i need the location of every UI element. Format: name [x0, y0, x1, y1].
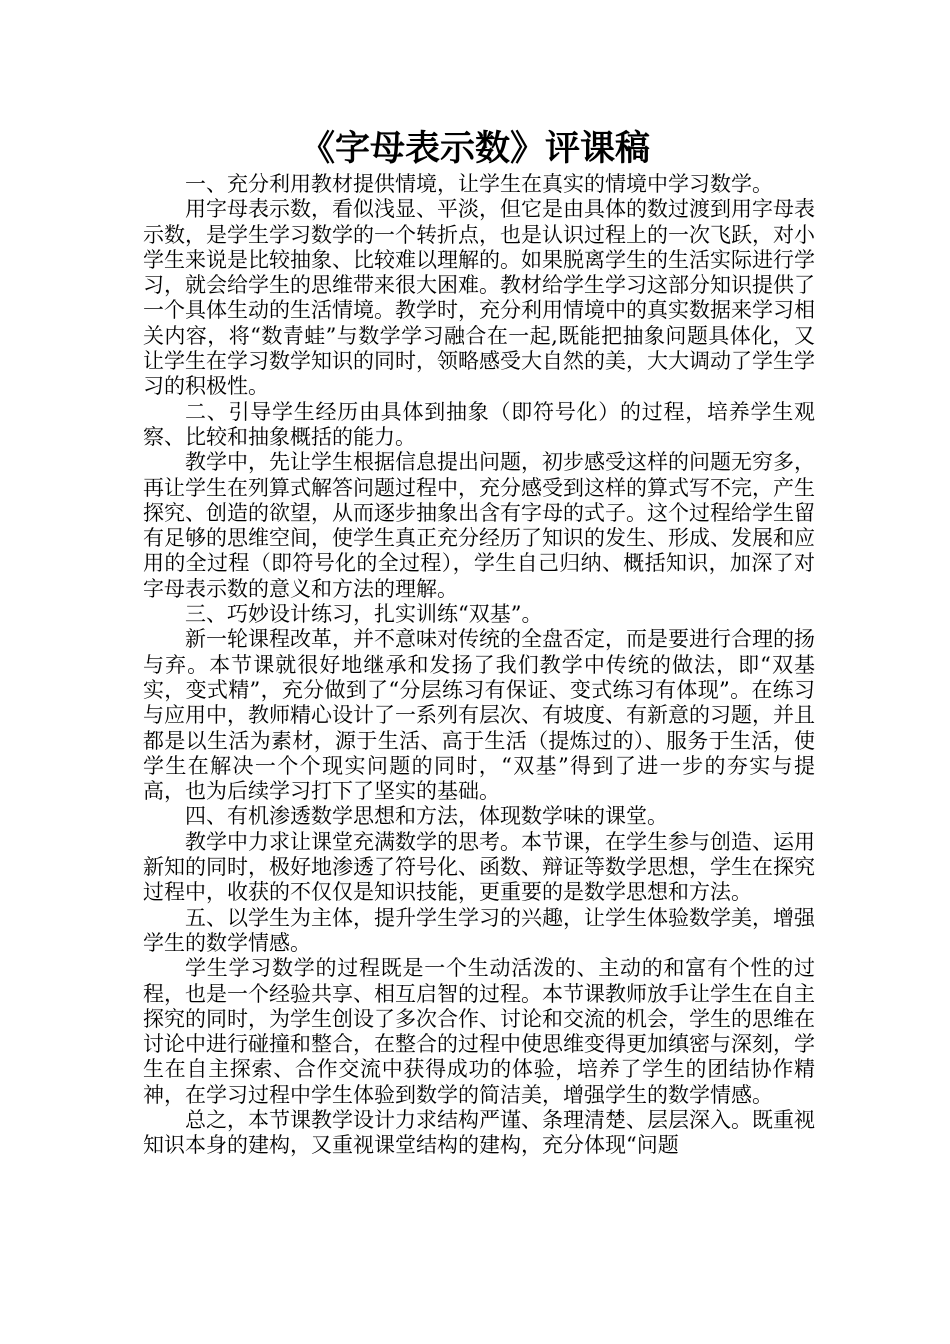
section-heading-3: 三、巧妙设计练习，扎实训练“双基”。	[185, 602, 543, 627]
conclusion-paragraph: 总之，本节课教学设计力求结构严谨、条理清楚、层层深入。既重视知识本身的建构，又重视课堂结构的建构，充分体现“问题	[143, 1107, 815, 1158]
document-body	[143, 172, 815, 1159]
section-heading-4: 四、有机渗透数学思想和方法，体现数学味的课堂。	[185, 804, 668, 829]
paragraph: 教学中，先让学生根据信息提出问题，初步感受这样的问题无穷多，再让学生在列算式解答问题过程中，充分感受到这样的算式写不完，产生探究、创造的欲望，从而逐步抽象出含有字母的式子。这个过程给学生留有足够的思维空间，使学生真正充分经历了知识的发生、形成、发展和应用的全过程（即符号化的全过程），学生自己归纳、概括知识，加深了对字母表示数的意义和方法的理解。	[143, 450, 815, 601]
paragraph: 用字母表示数，看似浅显、平淡，但它是由具体的数过渡到用字母表示数，是学生学习数学的一个转折点，也是认识过程上的一次飞跃，对小学生来说是比较抽象、比较难以理解的。如果脱离学生的生活实际进行学习，就会给学生的思维带来很大困难。教材给学生学习这部分知识提供了一个具体生动的生活情境。教学时，充分利用情境中的真实数据来学习相关内容，将“数青蛙”与数学学习融合在一起,既能把抽象问题具体化，又让学生在学习数学知识的同时，领略感受大自然的美，大大调动了学生学习的积极性。	[143, 197, 815, 399]
paragraph: 教学中力求让课堂充满数学的思考。本节课，在学生参与创造、运用新知的同时，极好地渗透了符号化、函数、辩证等数学思想，学生在探究过程中，收获的不仅仅是知识技能，更重要的是数学思想和方法。	[143, 829, 815, 905]
paragraph: 新一轮课程改革，并不意味对传统的全盘否定，而是要进行合理的扬与弃。本节课就很好地继承和发扬了我们教学中传统的做法，即“双基实，变式精”，充分做到了“分层练习有保证、变式练习有体现”。在练习与应用中，教师精心设计了一系列有层次、有坡度、有新意的习题，并且都是以生活为素材，源于生活、高于生活（提炼过的）、服务于生活，使学生在解决一个个现实问题的同时，“双基”得到了进一步的夯实与提高，也为后续学习打下了坚实的基础。	[143, 627, 815, 804]
document-title: 《字母表示数》评课稿	[299, 128, 650, 169]
section-heading-2: 二、引导学生经历由具体到抽象（即符号化）的过程，培养学生观察、比较和抽象概括的能力。	[143, 399, 815, 449]
paragraph: 学生学习数学的过程既是一个生动活泼的、主动的和富有个性的过程，也是一个经验共享、相互启智的过程。本节课教师放手让学生在自主探究的同时，为学生创设了多次合作、讨论和交流的机会，学生的思维在讨论中进行碰撞和整合，在整合的过程中使思维变得更加缜密与深刻，学生在自主探索、合作交流中获得成功的体验，培养了学生的团结协作精神，在学习过程中学生体验到数学的简洁美，增强学生的数学情感。	[143, 956, 815, 1107]
section-heading-1: 一、充分利用教材提供情境，让学生在真实的情境中学习数学。	[185, 172, 773, 196]
section-heading-5: 五、以学生为主体，提升学生学习的兴趣，让学生体验数学美，增强学生的数学情感。	[143, 905, 815, 955]
